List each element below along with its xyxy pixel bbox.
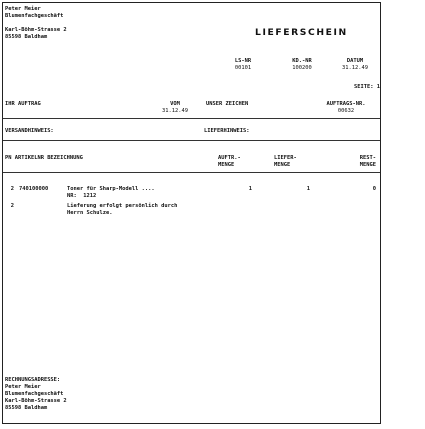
- sender-street: Karl-Böhm-Strasse 2: [5, 27, 67, 33]
- datum-label: DATUM: [346, 58, 364, 64]
- column-header-article: PN ARTIKELNR BEZEICHNUNG: [5, 155, 83, 161]
- auftrags-nr-value: 00632: [337, 108, 355, 114]
- column-header-delivered-unit: MENGE: [274, 162, 291, 168]
- vom-value: 31.12.49: [162, 108, 188, 114]
- item-remaining-qty: 0: [372, 186, 376, 192]
- page-number: SEITE: 1: [354, 84, 380, 90]
- page-frame: [2, 2, 381, 424]
- unser-zeichen-label: UNSER ZEICHEN: [206, 101, 249, 107]
- divider-line: [3, 172, 380, 173]
- column-header-ordered-unit: MENGE: [218, 162, 235, 168]
- sender-city: 85598 Baldham: [5, 34, 48, 40]
- ls-nr-label: LS-NR: [234, 58, 252, 64]
- column-header-delivered: LIEFER-: [274, 155, 297, 161]
- vom-label: VOM: [170, 101, 180, 107]
- item-delivered-qty: 1: [306, 186, 310, 192]
- billing-company: Blumenfachgeschäft: [5, 391, 64, 397]
- divider-line: [3, 118, 380, 119]
- versandhinweis-label: VERSANDHINWEIS:: [5, 128, 54, 134]
- item-pn: 2: [10, 203, 14, 209]
- item-pn: 2: [10, 186, 14, 192]
- kd-nr-label: KD.-NR: [292, 58, 312, 64]
- item-description: Toner für Sharp-Modell ....: [67, 186, 155, 192]
- kd-nr-value: 100200: [292, 65, 312, 71]
- column-header-ordered: AUFTR.-: [218, 155, 241, 161]
- item-description-detail: NR: 1212: [67, 193, 97, 199]
- billing-street: Karl-Böhm-Strasse 2: [5, 398, 67, 404]
- divider-line: [3, 140, 380, 141]
- ls-nr-value: 00101: [234, 65, 252, 71]
- sender-company: Blumenfachgeschäft: [5, 13, 64, 19]
- item-description: Lieferung erfolgt persönlich durch: [67, 203, 178, 209]
- billing-name: Peter Meier: [5, 384, 41, 390]
- column-header-remaining-unit: MENGE: [359, 162, 376, 168]
- sender-name: Peter Meier: [5, 6, 41, 12]
- column-header-remaining: REST-: [359, 155, 376, 161]
- auftrags-nr-label: AUFTRAGS-NR.: [326, 101, 366, 107]
- lieferhinweis-label: LIEFERHINWEIS:: [204, 128, 250, 134]
- billing-city: 85598 Baldham: [5, 405, 48, 411]
- item-article-number: 740100000: [19, 186, 49, 192]
- datum-value: 31.12.49: [342, 65, 368, 71]
- item-description-detail: Herrn Schulze.: [67, 210, 113, 216]
- billing-address-label: RECHNUNGSADRESSE:: [5, 377, 61, 383]
- ihr-auftrag-label: IHR AUFTRAG: [5, 101, 41, 107]
- document-title: LIEFERSCHEIN: [255, 27, 348, 38]
- item-ordered-qty: 1: [248, 186, 252, 192]
